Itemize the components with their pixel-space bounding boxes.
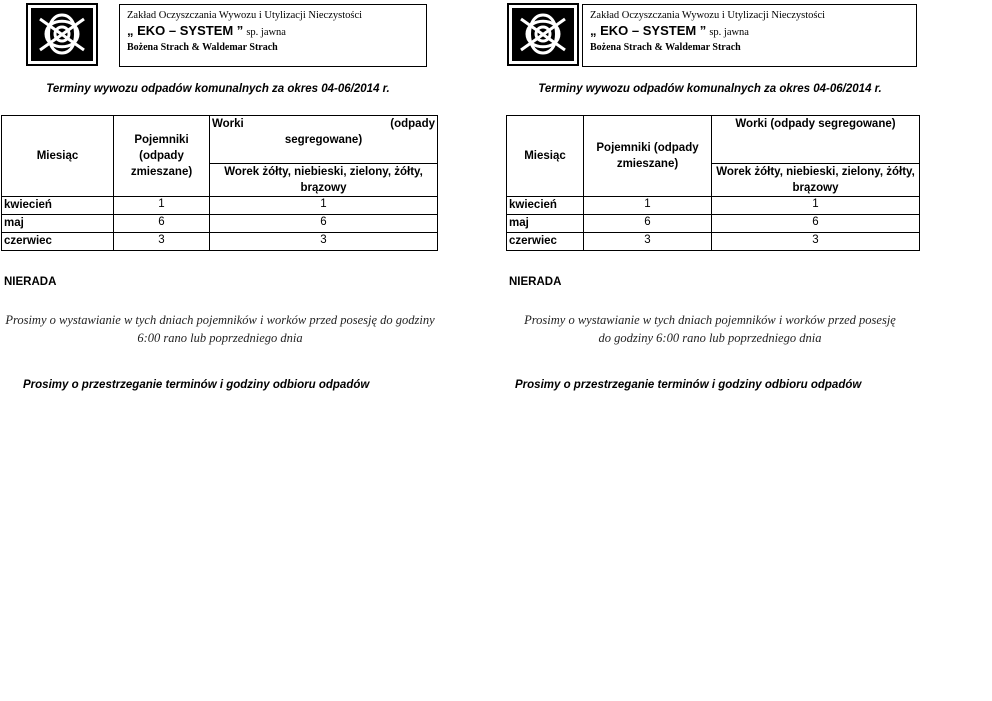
table-row: [507, 233, 920, 251]
cell-bins: 1: [584, 197, 712, 215]
company-line: Zakład Oczyszczania Wywozu i Utylizacji Nieczystości: [127, 10, 363, 21]
header-bag-colors: Worek żółty, niebieski, zielony, żółty, brązowy: [210, 164, 438, 197]
schedule-table: [506, 115, 920, 251]
cell-bags: 1: [712, 197, 920, 215]
company-header: [119, 4, 427, 67]
location-label: NIERADA: [4, 276, 57, 288]
company-header: [582, 4, 917, 67]
cell-bins: 1: [114, 197, 210, 215]
header-month: Miesiąc: [507, 116, 584, 197]
company-suffix: sp. jawna: [246, 27, 286, 38]
table-row: [507, 197, 920, 215]
company-owners: Bożena Strach & Waldemar Strach: [590, 42, 741, 53]
request-text: Prosimy o wystawianie w tych dniach pojemników i worków przed posesję do godziny 6:00 rano lub poprzedniego dnia: [5, 313, 435, 345]
cell-month: czerwiec: [507, 233, 584, 251]
flyer-left: [0, 0, 440, 400]
cell-bags: 6: [210, 215, 438, 233]
header-bins: Pojemniki (odpady zmieszane): [584, 116, 712, 197]
closing-note: Prosimy o przestrzeganie terminów i godziny odbioru odpadów: [515, 379, 862, 391]
cell-month: maj: [2, 215, 114, 233]
request-text: Prosimy o wystawianie w tych dniach pojemników i worków przed posesję do godziny 6:00 rano lub poprzedniego dnia: [524, 313, 896, 345]
cell-bags: 6: [712, 215, 920, 233]
closing-note: Prosimy o przestrzeganie terminów i godziny odbioru odpadów: [23, 379, 370, 391]
schedule-table: [1, 115, 438, 251]
cell-month: kwiecień: [2, 197, 114, 215]
cell-month: maj: [507, 215, 584, 233]
header-bags: Worki (odpady segregowane): [712, 116, 920, 164]
company-owners: Bożena Strach & Waldemar Strach: [127, 42, 278, 53]
cell-bins: 6: [114, 215, 210, 233]
header-bag-colors: Worek żółty, niebieski, zielony, żółty, brązowy: [712, 164, 920, 197]
location-label: NIERADA: [509, 276, 562, 288]
flyer-right: [503, 0, 943, 400]
document-title: Terminy wywozu odpadów komunalnych za okres 04-06/2014 r.: [46, 83, 390, 95]
cell-bags: 1: [210, 197, 438, 215]
cell-month: czerwiec: [2, 233, 114, 251]
cell-bins: 3: [114, 233, 210, 251]
table-row: [507, 215, 920, 233]
company-brand: „ EKO – SYSTEM ”: [127, 23, 244, 38]
cell-bins: 6: [584, 215, 712, 233]
company-brand: „ EKO – SYSTEM ”: [590, 23, 707, 38]
cell-bags: 3: [712, 233, 920, 251]
header-bags: Worki (odpady segregowane): [210, 116, 438, 164]
header-bins: Pojemniki (odpady zmieszane): [114, 116, 210, 197]
celtic-knot-logo-icon: [26, 3, 98, 66]
company-suffix: sp. jawna: [709, 27, 749, 38]
cell-month: kwiecień: [507, 197, 584, 215]
cell-bins: 3: [584, 233, 712, 251]
company-line: Zakład Oczyszczania Wywozu i Utylizacji Nieczystości: [590, 10, 826, 21]
table-row: [2, 197, 438, 215]
celtic-knot-logo-icon: [507, 3, 579, 66]
document-title: Terminy wywozu odpadów komunalnych za okres 04-06/2014 r.: [538, 83, 882, 95]
header-month: Miesiąc: [2, 116, 114, 197]
cell-bags: 3: [210, 233, 438, 251]
table-row: [2, 215, 438, 233]
table-row: [2, 233, 438, 251]
